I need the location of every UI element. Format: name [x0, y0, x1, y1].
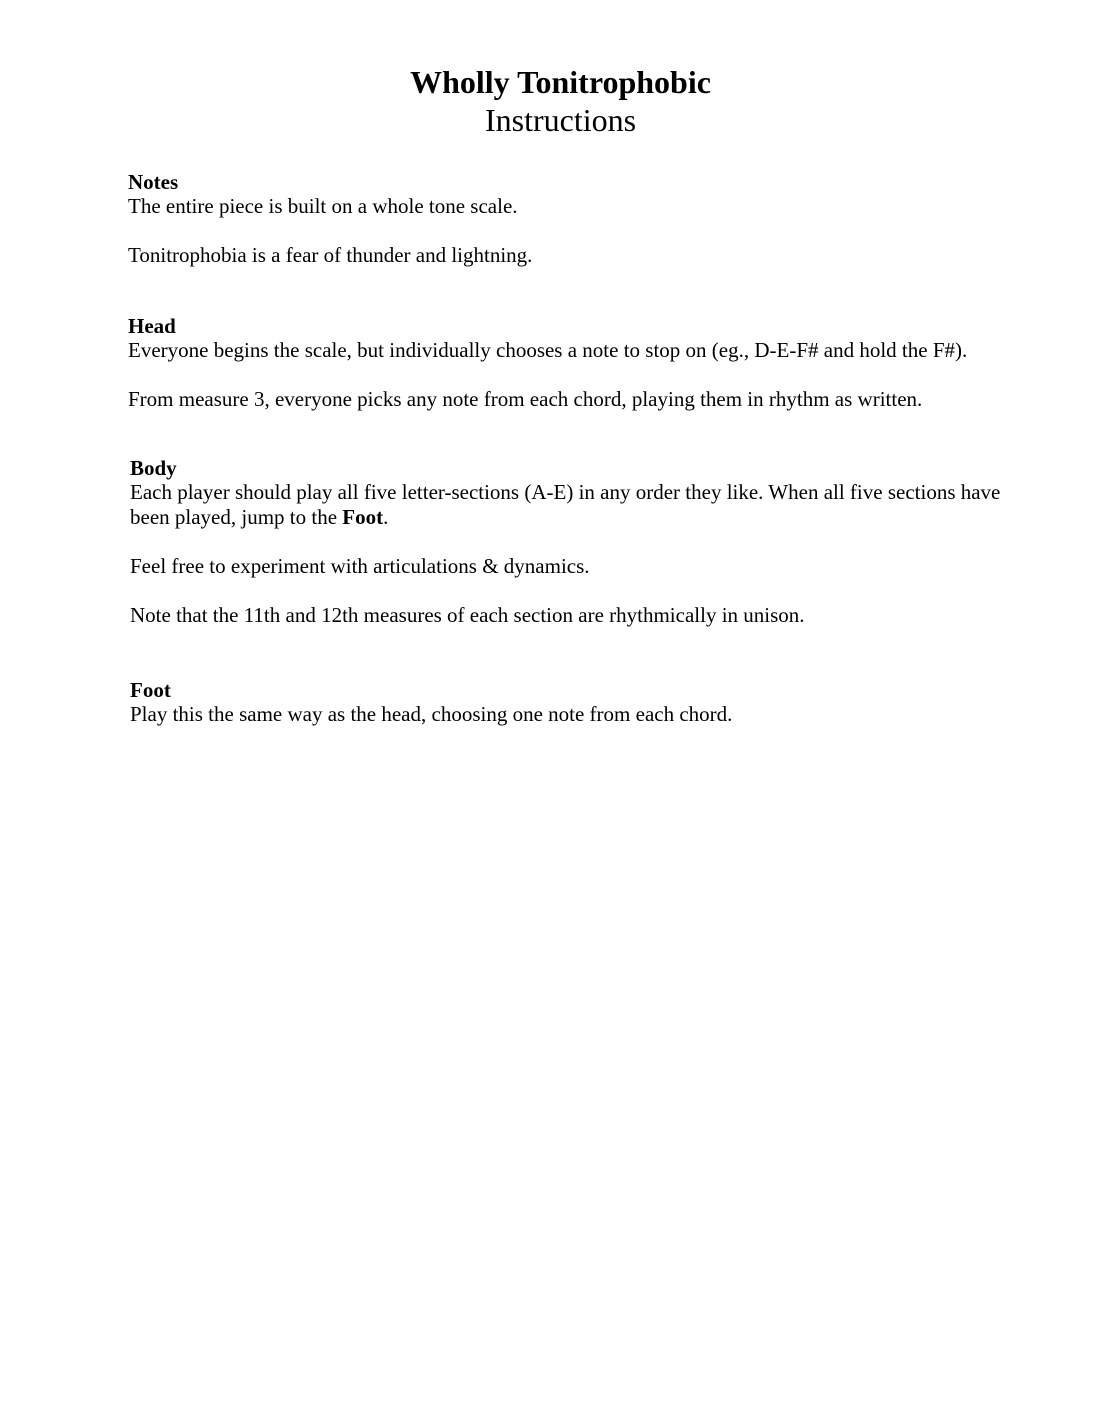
title-block	[0, 62, 1101, 138]
document-title: Wholly Tonitrophobic	[410, 64, 711, 100]
foot-reference: Foot	[342, 505, 384, 529]
body-paragraph: Feel free to experiment with articulations & dynamics.	[130, 554, 590, 578]
foot-paragraph: Play this the same way as the head, choosing one note from each chord.	[130, 702, 733, 726]
foot-section	[130, 678, 1010, 727]
body-paragraph-end: .	[383, 505, 389, 529]
body-heading: Body	[130, 456, 177, 480]
head-paragraph: From measure 3, everyone picks any note from each chord, playing them in rhythm as written.	[128, 387, 923, 411]
head-heading: Head	[128, 314, 176, 338]
body-section	[130, 456, 1010, 628]
notes-paragraph: Tonitrophobia is a fear of thunder and lightning.	[128, 243, 533, 267]
foot-heading: Foot	[130, 678, 171, 702]
document-subtitle: Instructions	[484, 102, 637, 138]
body-paragraph-order	[130, 480, 1010, 530]
head-section	[128, 314, 1008, 412]
body-paragraph-text: Each player should play all five letter-sections (A-E) in any order they like. When all five sections have been played, jump to the	[130, 480, 1001, 529]
notes-heading: Notes	[128, 170, 179, 194]
notes-paragraph: The entire piece is built on a whole tone scale.	[128, 194, 518, 218]
notes-section	[128, 170, 1008, 268]
body-paragraph: Note that the 11th and 12th measures of each section are rhythmically in unison.	[130, 603, 805, 627]
head-paragraph: Everyone begins the scale, but individually chooses a note to stop on (eg., D-E-F# and hold the F#).	[128, 338, 968, 362]
